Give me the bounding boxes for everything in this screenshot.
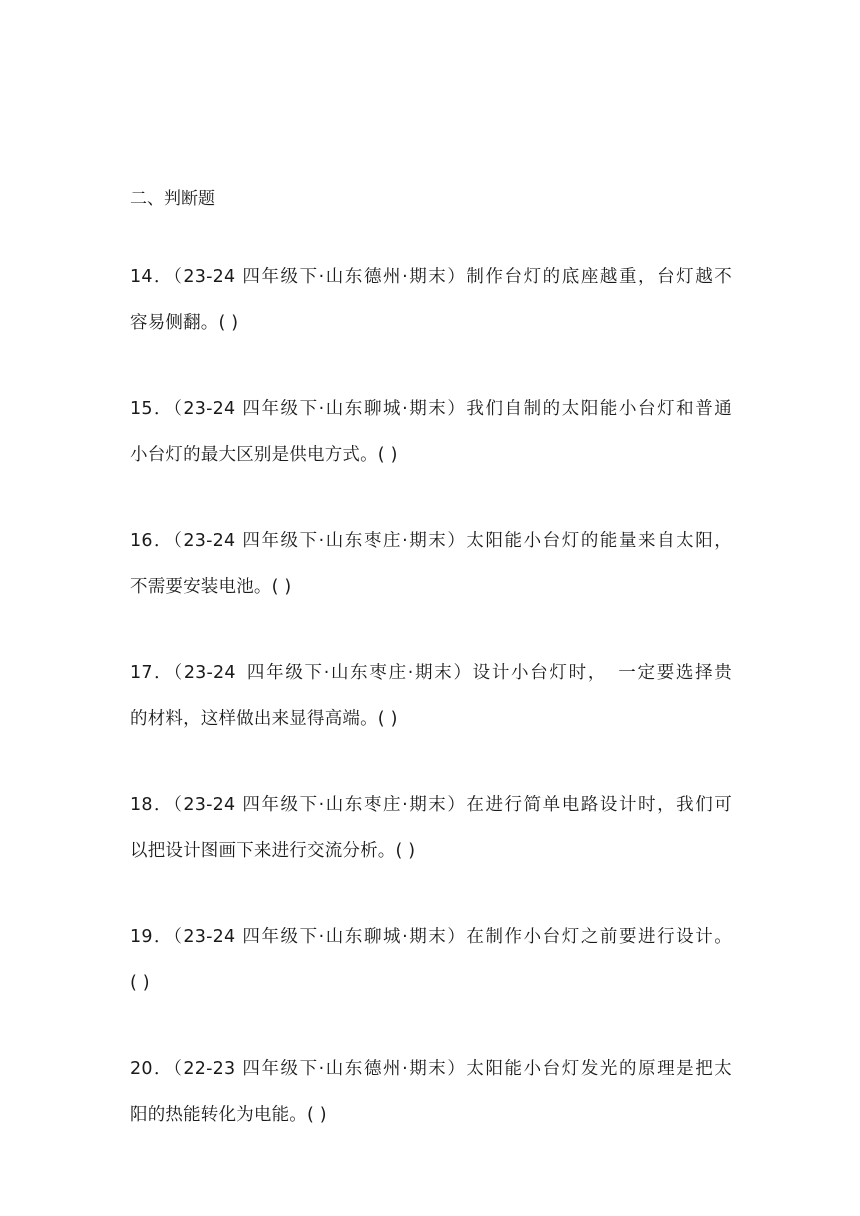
question-text-line: 20．（22-23 四年级下·山东德州·期末）太阳能小台灯发光的原理是把太 (130, 1059, 732, 1079)
question-text-line: 17．（23-24 四年级下·山东枣庄·期末）设计小台灯时， 一定要选择贵 (130, 663, 732, 683)
question-16 (130, 518, 732, 610)
question-20 (130, 1046, 732, 1138)
content-area (130, 184, 732, 1178)
question-text-line: ( ) (130, 973, 150, 993)
question-text-line: 14．（23-24 四年级下·山东德州·期末）制作台灯的底座越重，台灯越不 (130, 267, 732, 287)
question-text-line: 15．（23-24 四年级下·山东聊城·期末）我们自制的太阳能小台灯和普通 (130, 399, 732, 419)
question-14 (130, 254, 732, 346)
question-text-line: 以把设计图画下来进行交流分析。( ) (130, 841, 416, 861)
question-text-line: 阳的热能转化为电能。( ) (130, 1105, 327, 1125)
question-text-line: 小台灯的最大区别是供电方式。( ) (130, 445, 398, 465)
section-title: 二、判断题 (130, 189, 215, 209)
question-text-line: 19．（23-24 四年级下·山东聊城·期末）在制作小台灯之前要进行设计。 (130, 927, 732, 947)
question-text-line: 18．（23-24 四年级下·山东枣庄·期末）在进行简单电路设计时，我们可 (130, 795, 732, 815)
question-17 (130, 650, 732, 742)
question-18 (130, 782, 732, 874)
question-text-line: 的材料，这样做出来显得高端。( ) (130, 709, 398, 729)
question-text-line: 16．（23-24 四年级下·山东枣庄·期末）太阳能小台灯的能量来自太阳， (130, 531, 732, 551)
question-text-line: 容易侧翻。( ) (130, 313, 239, 333)
question-text-line: 不需要安装电池。( ) (130, 577, 292, 597)
question-15 (130, 386, 732, 478)
question-19 (130, 914, 732, 1006)
